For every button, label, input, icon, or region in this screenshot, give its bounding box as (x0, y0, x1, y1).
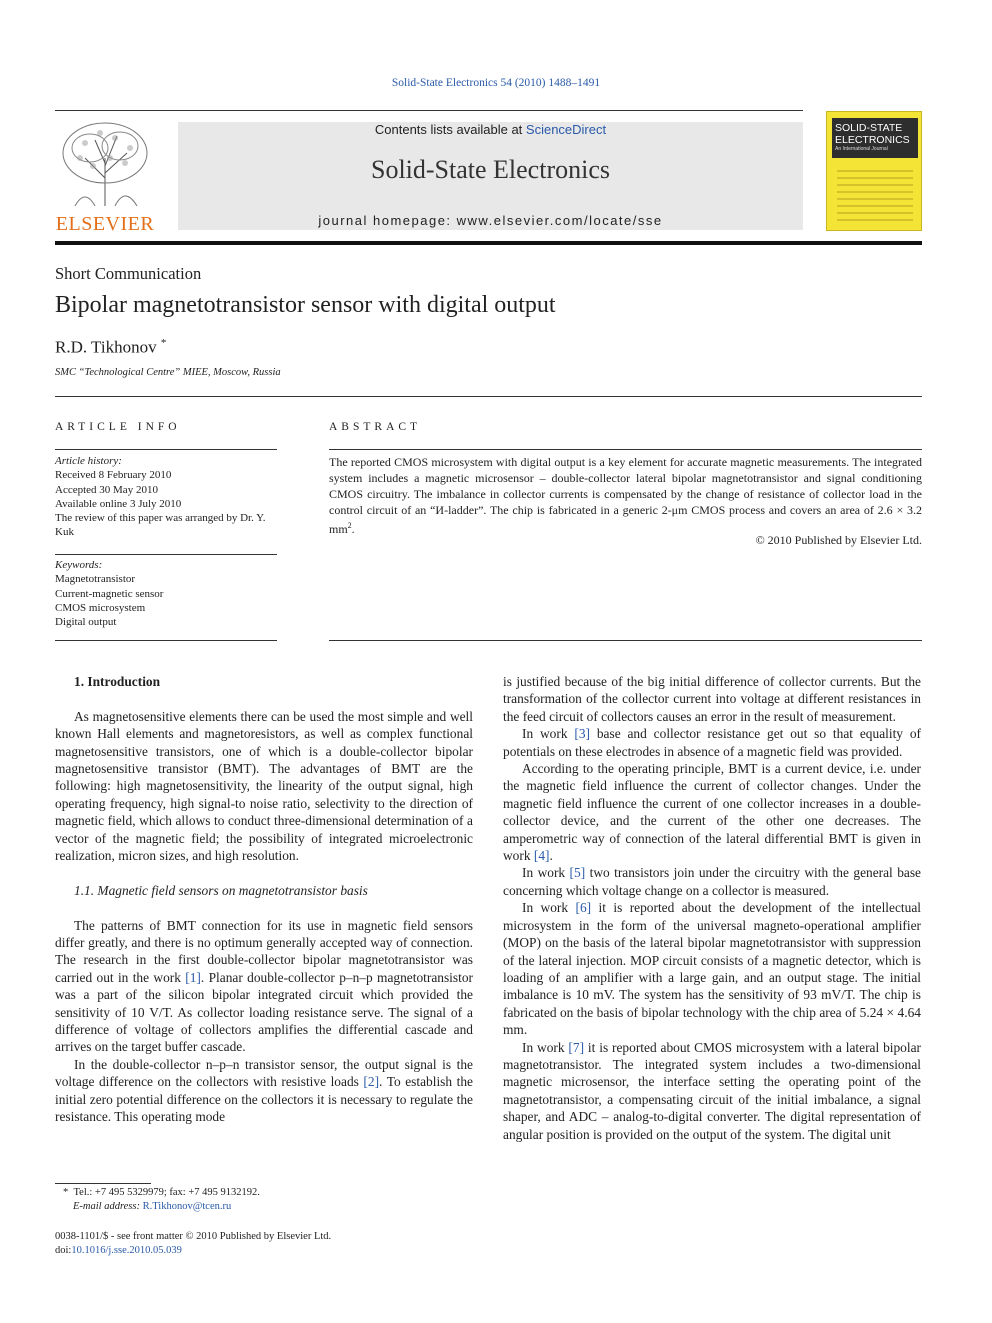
keywords: Keywords: Magnetotransistor Current-magnetic sensor CMOS microsystem Digital output (55, 558, 280, 629)
info-rule-3 (55, 640, 277, 641)
paragraph: As magnetosensitive elements there can be used the most simple and well known Hall elements and magnetoresistors, as well as complex functional magnetosensitive transistors, one of which is a double-collector bipolar magnetosensitive transistor (BMT). The advantages of BMT are the following: high magnetosensitivity, the linearity of the output signal, high operating frequency, high signal-to noise ratio, selectivity to the direction of magnetic field, which allows to conduct three-dimensional determination of a vector of the magnetic field; the possibility of integrated microelectronic realization, micron sizes, and high resolution. (55, 708, 473, 864)
issn-line: 0038-1101/$ - see front matter © 2010 Published by Elsevier Ltd. (55, 1231, 332, 1242)
info-rule-1 (55, 449, 277, 450)
keyword: CMOS microsystem (55, 601, 146, 614)
abstract-rule-1 (329, 449, 922, 450)
keyword: Magnetotransistor (55, 573, 136, 586)
ref-link[interactable]: [1] (185, 969, 201, 985)
footnote-rule (55, 1183, 151, 1184)
author-footnote-mark[interactable]: * (160, 337, 167, 349)
section-heading: 1. Introduction (74, 674, 161, 689)
abstract-copyright: © 2010 Published by Elsevier Ltd. (755, 533, 922, 547)
article-history: Article history: Received 8 February 2010 Accepted 30 May 2010 Available online 3 July 2010 The review of this paper was arranged by Dr. Y. Kuk (55, 455, 266, 539)
body-column-left (55, 673, 473, 1126)
ref-link[interactable]: [7] (568, 1039, 585, 1055)
ref-link[interactable]: [2] (363, 1074, 380, 1090)
doi-line: doi:10.1016/j.sse.2010.05.039 (55, 1245, 182, 1256)
abstract-text: The reported CMOS microsystem with digital output is a key element for accurate magnetic measurements. The integrated system includes a magnetic microsensor – double-collector lateral bipolar magnetotransistor and signal conditioning CMOS circuitry. The imbalance in collector currents is compensated by the change of resistance of collector load in the control circuit of an “И-ladder”. The chip is fabricated in a generic 2-μm CMOS process and covers an area of 2.6 × 3.2 $mm^2$. (329, 455, 922, 536)
paragraph: In work [5] two transistors join under the circuitry with the general base concerning which voltage change on a collector is measured. (503, 865, 921, 898)
subsection-heading: 1.1. Magnetic field sensors on magnetotransistor basis (74, 882, 368, 898)
paragraph: In work [7] it is reported about CMOS microsystem with a lateral bipolar magnetotransistor. The integrated system includes a two-dimensional magnetic microsensor, the interface setting the operating point of the magnetotransistor, a compensating circuit of the initial imbalance, a signal shaper, and ADC – analog-to-digital converter. The digital representation of angular position is provided on the output of the system. The digital unit (503, 1039, 921, 1142)
abstract-rule-2 (329, 640, 922, 641)
info-rule-2 (55, 554, 277, 555)
journal-citation[interactable]: Solid-State Electronics 54 (2010) 1488–1491 (391, 77, 601, 89)
paragraph: In work [3] base and collector resistance get out so that equality of potentials on these electrodes in absence of a magnetic field was provided. (503, 726, 921, 759)
cover-title-block: SOLID-STATE ELECTRONICS An International Journal (832, 118, 918, 158)
journal-title: Solid-State Electronics (370, 155, 610, 184)
author-affiliation: SMC “Technological Centre” MIEE, Moscow, Russia (55, 367, 281, 378)
header-thick-rule (55, 241, 922, 245)
doi-link[interactable]: 10.1016/j.sse.2010.05.039 (71, 1245, 182, 1256)
footnote-email: E-mail address: R.Tikhonov@tcen.ru (73, 1201, 232, 1212)
footnote-contact: * Tel.: +7 495 5329979; fax: +7 495 9132192. (63, 1187, 260, 1198)
elsevier-wordmark: ELSEVIER (55, 213, 155, 235)
ref-link[interactable]: [6] (575, 900, 592, 916)
journal-banner (178, 122, 803, 230)
article-type: Short Communication (55, 264, 202, 283)
sciencedirect-link[interactable]: ScienceDirect (525, 122, 607, 137)
email-link[interactable]: R.Tikhonov@tcen.ru (142, 1201, 232, 1212)
ref-link[interactable]: [3] (574, 726, 590, 742)
paragraph: is justified because of the big initial difference of collector currents. But the transformation of the collector current into voltage at different resistances in the feed circuit of collectors causes an error in the result of measurement. (503, 674, 921, 724)
journal-cover[interactable] (826, 111, 922, 231)
elsevier-logo[interactable] (55, 118, 155, 233)
paragraph: The patterns of BMT connection for its use in magnetic field sensors differ greatly, and there is no optimum generally accepted way of connection. The research in the first double-collector bipolar magnetotransistor was carried out in the work [1]. Planar double-collector p–n–p magnetotransistor was a part of the silicon bipolar integrated circuit which provided the sensitivity of 10 V/T. As collector loading resistance serve. The signal of a difference of voltage of collectors amplifies the differential cascade and arrives on the target buffer cascade. (55, 917, 473, 1055)
cover-decoration (837, 170, 913, 226)
keyword: Digital output (55, 616, 117, 629)
paragraph: According to the operating principle, BMT is a current device, i.e. under the magnetic field influence the current of collector changes. Under the magnetic field influence the current of one collector increases in a double-collector device, and the current of the other one decreases. The amperometric way of connection of the lateral differential BMT is given in work [4]. (503, 761, 921, 864)
ref-link[interactable]: [4] (533, 848, 550, 864)
body-column-right (503, 673, 921, 1143)
ref-link[interactable]: [5] (569, 865, 586, 881)
info-rule (55, 396, 922, 397)
header-rule (55, 110, 803, 111)
abstract-heading: ABSTRACT (329, 421, 422, 433)
article-title: Bipolar magnetotransistor sensor with digital output (55, 292, 556, 318)
article-info-heading: ARTICLE INFO (55, 421, 181, 433)
journal-homepage[interactable]: journal homepage: www.elsevier.com/locate/sse (318, 213, 663, 228)
paragraph: In the double-collector n–p–n transistor sensor, the output signal is the voltage difference on the collectors with resistive loads [2]. To establish the initial zero potential difference on the collectors it is necessary to regulate the resistance. This operating mode (55, 1056, 473, 1125)
paragraph: In work [6] it is reported about the development of the intellectual microsystem in the form of the universal magneto-operational amplifier (MOP) on the basis of the lateral bipolar magnetotransistor with suppression of the lateral injection. MOP circuit consists of a magnetic detector, which is loading of an amplifier with a large gain, and an output stage. The initial imbalance is 10 mV. The system has the sensitivity of 93 mV/T. The chip is fabricated on the basis of bipolar technology with the chip area of 5.24 × 4.64 mm. (503, 900, 921, 1038)
contents-line: Contents lists available at ScienceDirect (374, 122, 607, 137)
author-name: R.D. Tikhonov * (55, 337, 167, 357)
elsevier-tree-icon (55, 118, 155, 208)
keyword: Current-magnetic sensor (55, 587, 164, 600)
